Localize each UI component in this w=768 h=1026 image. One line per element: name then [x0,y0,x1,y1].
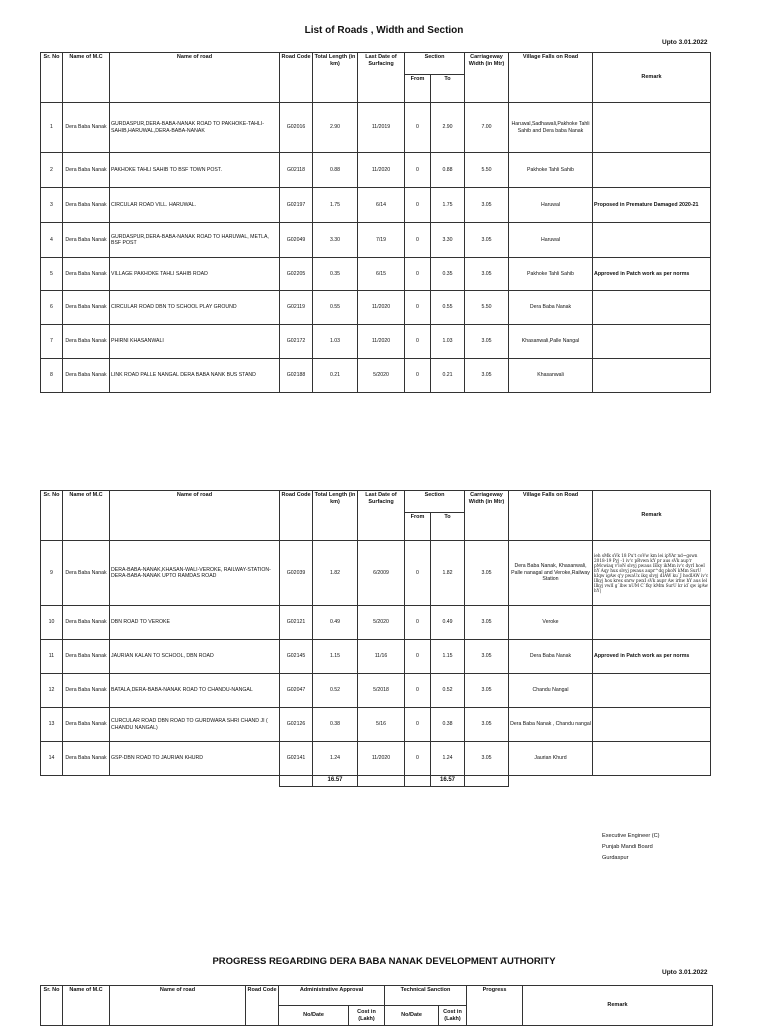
cell-mc: Dera Baba Nanak [63,223,110,258]
progress-table [40,985,713,1026]
progress-header-mc: Name of M.C [63,986,110,1026]
progress-header-remark: Remark [523,986,713,1026]
cell-road-code: G02141 [280,742,313,776]
cell-from: 0 [405,541,431,606]
cell-village: Dera Baba Nanak, Khasanwali, Palle nanagal and Veroke,Railway Station [509,541,593,606]
cell-road-name: GSP-DBN ROAD TO JAURIAN KHURD [110,742,280,776]
progress-header-tech-cost: Cost in (Lakh) [439,1006,467,1026]
cell-remark [593,103,711,153]
cell-to: 0.35 [431,258,465,291]
cell-mc: Dera Baba Nanak [63,541,110,606]
cell-village: Haruwal [509,188,593,223]
cell-total-length: 0.88 [313,153,358,188]
cell-from: 0 [405,103,431,153]
cell-from: 0 [405,153,431,188]
header-section: Section [405,53,465,75]
signature-org: Punjab Mandi Board [602,844,653,850]
cell-carriageway: 3.05 [465,606,509,640]
cell-road-code: G02145 [280,640,313,674]
cell-from: 0 [405,291,431,325]
cell-from: 0 [405,188,431,223]
cell-sr-no: 13 [41,708,63,742]
cell-to: 1.03 [431,325,465,359]
cell-remark: Proposed in Premature Damaged 2020-21 [593,188,711,223]
cell-from: 0 [405,708,431,742]
cell-to: 0.52 [431,674,465,708]
total-cell [358,776,405,787]
cell-to: 3.30 [431,223,465,258]
table-row [41,153,711,188]
header-sr-no: Sr. No [41,491,63,541]
cell-last-date: 5/2020 [358,359,405,393]
cell-road-name: CIRCULAR ROAD VILL. HARUWAL. [110,188,280,223]
header-section: Section [405,491,465,513]
progress-header-admin-cost: Cost in (Lakh) [349,1006,385,1026]
cell-carriageway: 7.00 [465,103,509,153]
cell-road-name: CIRCULAR ROAD DBN TO SCHOOL PLAY GROUND [110,291,280,325]
cell-carriageway: 3.05 [465,742,509,776]
cell-road-name: VILLAGE PAKHOKE TAHLI SAHIB ROAD [110,258,280,291]
cell-road-code: G02172 [280,325,313,359]
cell-sr-no: 8 [41,359,63,393]
table-row [41,325,711,359]
cell-last-date: 6/15 [358,258,405,291]
cell-sr-no: 3 [41,188,63,223]
cell-from: 0 [405,606,431,640]
total-cell [41,776,63,787]
cell-carriageway: 3.05 [465,359,509,393]
table-row [41,606,711,640]
header-remark: Remark [593,53,711,103]
cell-total-length: 0.52 [313,674,358,708]
signature-place: Gurdaspur [602,855,629,861]
cell-road-code: G02188 [280,359,313,393]
cell-village: Jaurian Khurd [509,742,593,776]
cell-mc: Dera Baba Nanak [63,325,110,359]
cell-total-length: 1.15 [313,640,358,674]
cell-mc: Dera Baba Nanak [63,188,110,223]
table-row [41,359,711,393]
cell-sr-no: 6 [41,291,63,325]
cell-from: 0 [405,674,431,708]
cell-last-date: 5/16 [358,708,405,742]
cell-remark [593,223,711,258]
cell-total-length: 1.82 [313,541,358,606]
cell-to: 1.82 [431,541,465,606]
cell-road-name: LINK ROAD PALLE NANGAL DERA BABA NANK BUS STAND [110,359,280,393]
header-carriageway: Carriageway Width (in Mtr) [465,53,509,103]
cell-road-code: G02121 [280,606,313,640]
cell-from: 0 [405,325,431,359]
cell-last-date: 11/16 [358,640,405,674]
progress-header-road-name: Name of road [110,986,246,1026]
cell-remark [593,674,711,708]
cell-total-length: 1.24 [313,742,358,776]
cell-to: 1.75 [431,188,465,223]
header-last-date: Last Date of Surfacing [358,53,405,103]
cell-remark [593,708,711,742]
cell-village: Dera Baba Nanak [509,640,593,674]
cell-village: Pakhoke Tahli Sahib [509,153,593,188]
cell-total-length: 0.49 [313,606,358,640]
table-row [41,674,711,708]
cell-last-date: 11/2020 [358,325,405,359]
cell-road-code: G02016 [280,103,313,153]
table-row [41,708,711,742]
header-remark: Remark [593,491,711,541]
cell-sr-no: 5 [41,258,63,291]
cell-total-length: 3.30 [313,223,358,258]
signature-title: Executive Engineer (C) [602,833,660,839]
cell-last-date: 5/2020 [358,606,405,640]
cell-carriageway: 3.05 [465,708,509,742]
table-row [41,742,711,776]
total-cell [593,776,711,787]
cell-road-code: G02197 [280,188,313,223]
cell-last-date: 11/2020 [358,742,405,776]
cell-village: Haruwal,Sadhawali,Pakhoke Tahli Sahib and Dera baba Nanak [509,103,593,153]
cell-remark [593,742,711,776]
cell-road-code: G02126 [280,708,313,742]
cell-road-name: BATALA,DERA-BABA-NANAK ROAD TO CHANDU-NANGAL [110,674,280,708]
header-carriageway: Carriageway Width (in Mtr) [465,491,509,541]
progress-title: PROGRESS REGARDING DERA BABA NANAK DEVELOPMENT AUTHORITY [212,956,556,967]
cell-mc: Dera Baba Nanak [63,708,110,742]
cell-total-length: 0.55 [313,291,358,325]
cell-village: Dera Baba Nanak [509,291,593,325]
header-total-length: Total Length (in km) [313,491,358,541]
cell-road-name: GURDASPUR,DERA-BABA-NANAK ROAD TO HARUWAL, METLA, BSF POST [110,223,280,258]
cell-to: 0.88 [431,153,465,188]
cell-carriageway: 5.50 [465,153,509,188]
cell-to: 2.90 [431,103,465,153]
progress-header-sr-no: Sr. No [41,986,63,1026]
header-from: From [405,513,431,541]
cell-mc: Dera Baba Nanak [63,742,110,776]
total-cell [405,776,431,787]
cell-mc: Dera Baba Nanak [63,153,110,188]
header-total-length: Total Length (in km) [313,53,358,103]
cell-village: Pakhoke Tahli Sahib [509,258,593,291]
cell-total-length: 0.38 [313,708,358,742]
cell-from: 0 [405,359,431,393]
cell-carriageway: 3.05 [465,325,509,359]
cell-remark [593,325,711,359]
header-village: Village Falls on Road [509,491,593,541]
header-mc: Name of M.C [63,53,110,103]
header-to: To [431,75,465,103]
cell-last-date: 6/14 [358,188,405,223]
cell-remark [593,359,711,393]
cell-village: Khasanwali,Palle Nangal [509,325,593,359]
cell-remark: Approved in Patch work as per norms [593,258,711,291]
header-road-code: Road Code [280,491,313,541]
cell-to: 0.21 [431,359,465,393]
cell-road-code: G02118 [280,153,313,188]
cell-last-date: 7/19 [358,223,405,258]
cell-road-code: G02049 [280,223,313,258]
cell-mc: Dera Baba Nanak [63,640,110,674]
cell-carriageway: 3.05 [465,258,509,291]
cell-remark: Approved in Patch work as per norms [593,640,711,674]
cell-mc: Dera Baba Nanak [63,291,110,325]
cell-sr-no: 2 [41,153,63,188]
cell-village: Haruwal [509,223,593,258]
cell-village: Chandu Nangal [509,674,593,708]
cell-remark [593,153,711,188]
cell-total-length: 2.90 [313,103,358,153]
cell-carriageway: 5.50 [465,291,509,325]
total-row [41,776,711,787]
cell-sr-no: 14 [41,742,63,776]
cell-remark [593,606,711,640]
total-cell [110,776,280,787]
cell-village: Veroke [509,606,593,640]
table-row [41,291,711,325]
upto-date: Upto 3.01.2022 [662,39,708,46]
cell-sr-no: 12 [41,674,63,708]
cell-to: 1.15 [431,640,465,674]
total-cell [63,776,110,787]
cell-village: Dera Baba Nanak , Chandu nangal [509,708,593,742]
cell-village: Khasanwali [509,359,593,393]
progress-upto-date: Upto 3.01.2022 [662,969,708,976]
cell-road-name: CURCULAR ROAD DBN ROAD TO GURDWARA SHRI CHAND JI ( CHANDU NANGAL) [110,708,280,742]
cell-road-name: PHIRNI KHASANWALI [110,325,280,359]
cell-mc: Dera Baba Nanak [63,606,110,640]
progress-header-progress: Progress [467,986,523,1026]
cell-remark [593,291,711,325]
cell-remark: ieh sMk sVk 18 Pu't coVw km lei ipYAr nd~gswn 2018-19 Pyj -1 iv'c pRvwn kY pr aus sVk aup'r pMcwiaq v'loN slvyj pwaus lEky ikMm iv'c dyrI hoeI hY Aqy hux slvyj pwaus aupr^dq pkoN kMm SurU kIqw igAw q'y pwaUx ikq slvyj dIAW ku`J hodIAW iv'c lIkyj hox krex snrw pwxI sVk aupr Aw irhw hY aus lel lIkyj vwlI g`lbw nUM C`fky kMm SurU kr id`qw igAw hY| [593,541,711,606]
cell-mc: Dera Baba Nanak [63,674,110,708]
progress-header-admin-no-date: No/Date [279,1006,349,1026]
cell-last-date: 11/2019 [358,103,405,153]
cell-total-length: 1.03 [313,325,358,359]
total-to: 16.57 [431,776,465,787]
cell-sr-no: 11 [41,640,63,674]
header-from: From [405,75,431,103]
header-last-date: Last Date of Surfacing [358,491,405,541]
cell-carriageway: 3.05 [465,541,509,606]
header-road-name: Name of road [110,53,280,103]
total-cell [465,776,509,787]
cell-road-code: G02047 [280,674,313,708]
cell-sr-no: 9 [41,541,63,606]
header-to: To [431,513,465,541]
cell-road-code: G02205 [280,258,313,291]
cell-mc: Dera Baba Nanak [63,103,110,153]
cell-mc: Dera Baba Nanak [63,258,110,291]
cell-from: 0 [405,640,431,674]
cell-from: 0 [405,258,431,291]
table-row [41,541,711,606]
signature-block [602,831,660,864]
cell-from: 0 [405,223,431,258]
cell-last-date: 5/2018 [358,674,405,708]
cell-carriageway: 3.05 [465,188,509,223]
cell-carriageway: 3.05 [465,640,509,674]
cell-sr-no: 10 [41,606,63,640]
table-row [41,258,711,291]
cell-sr-no: 7 [41,325,63,359]
cell-road-name: DERA-BABA-NANAK,KHASAN-WALI-VEROKE, RAILWAY-STATION-DERA-BABA-NANAK UPTO RAMDAS ROAD [110,541,280,606]
cell-carriageway: 3.05 [465,674,509,708]
cell-road-name: JAURIAN KALAN TO SCHOOL, DBN ROAD [110,640,280,674]
cell-to: 1.24 [431,742,465,776]
table-row [41,103,711,153]
cell-last-date: 11/2020 [358,153,405,188]
header-road-name: Name of road [110,491,280,541]
cell-mc: Dera Baba Nanak [63,359,110,393]
cell-road-code: G02039 [280,541,313,606]
cell-road-code: G02119 [280,291,313,325]
cell-last-date: 11/2020 [358,291,405,325]
cell-to: 0.55 [431,291,465,325]
progress-header-road-code: Road Code [246,986,279,1026]
header-road-code: Road Code [280,53,313,103]
progress-header-tech-no-date: No/Date [385,1006,439,1026]
cell-total-length: 0.21 [313,359,358,393]
cell-total-length: 1.75 [313,188,358,223]
cell-to: 0.49 [431,606,465,640]
roads-table-2 [40,490,711,787]
table-row [41,223,711,258]
header-sr-no: Sr. No [41,53,63,103]
page-title: List of Roads , Width and Section [304,25,464,36]
roads-table-1 [40,52,711,393]
cell-total-length: 0.35 [313,258,358,291]
header-village: Village Falls on Road [509,53,593,103]
progress-header-admin: Administrative Approval [279,986,385,1006]
cell-last-date: 6/2009 [358,541,405,606]
cell-from: 0 [405,742,431,776]
table-row [41,640,711,674]
total-cell [509,776,593,787]
cell-sr-no: 4 [41,223,63,258]
total-cell [280,776,313,787]
table-row [41,188,711,223]
cell-carriageway: 3.05 [465,223,509,258]
cell-road-name: DBN ROAD TO VEROKE [110,606,280,640]
progress-header-tech: Technical Sanction [385,986,467,1006]
header-mc: Name of M.C [63,491,110,541]
cell-road-name: PAKHOKE TAHLI SAHIB TO BSF TOWN POST. [110,153,280,188]
cell-sr-no: 1 [41,103,63,153]
cell-road-name: GURDASPUR,DERA-BABA-NANAK ROAD TO PAKHOKE-TAHLI-SAHIB,HARUWAL,DERA-BABA-NANAK [110,103,280,153]
cell-to: 0.38 [431,708,465,742]
total-length: 16.57 [313,776,358,787]
